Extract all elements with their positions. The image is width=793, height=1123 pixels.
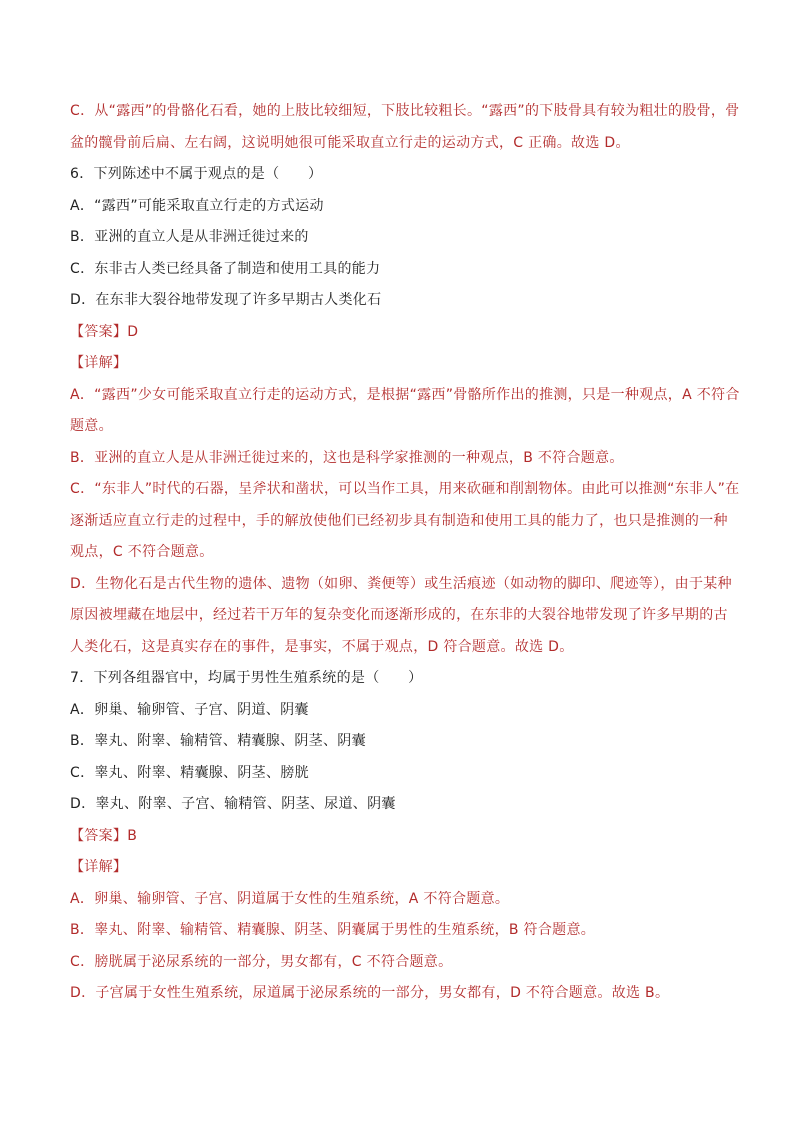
explain-line: 原因被埋藏在地层中，经过若干万年的复杂变化而逐渐形成的，在东非的大裂谷地带发现了许多早期的古 [70,607,728,623]
option-a: A．“露西”可能采取直立行走的方式运动 [70,197,324,214]
option-b: B．睾丸、附睾、输精管、精囊腺、阴茎、阴囊 [70,733,366,749]
answer-label: 【答案】B [70,827,138,844]
explain-line: C．从“露西”的骨骼化石看，她的上肢比较细短，下肢比较粗长。“露西”的下肢骨具有较为粗壮的股骨，骨 [70,103,740,119]
option-c: C．睾丸、附睾、精囊腺、阴茎、膀胱 [70,764,309,781]
explain-line: A．“露西”少女可能采取直立行走的运动方式，是根据“露西”骨骼所作出的推测，只是一种观点，A 不符合 [70,386,740,403]
q5-explanation-tail [70,96,740,159]
answer-label: 【答案】D [70,323,139,340]
explain-label: 【详解】 [70,355,128,371]
explain-line: B．亚洲的直立人是从非洲迁徙过来的，这也是科学家推测的一种观点，B 不符合题意。 [70,449,624,466]
explain-line: 盆的髋骨前后扁、左右阔，这说明她很可能采取直立行走的运动方式，C 正确。故选 D。 [70,134,630,151]
question-stem: 7．下列各组器官中，均属于男性生殖系统的是（ ） [70,670,423,686]
question-6 [70,159,740,663]
explain-line: D．子宫属于女性生殖系统，尿道属于泌尿系统的一部分，男女都有，D 不符合题意。故选 B。 [70,985,670,1001]
explain-line: D．生物化石是古代生物的遗体、遗物（如卵、粪便等）或生活痕迹（如动物的脚印、爬迹等），由于某种 [70,575,732,592]
option-d: D．睾丸、附睾、子宫、输精管、阴茎、尿道、阴囊 [70,796,396,812]
explain-line: 人类化石，这是真实存在的事件，是事实，不属于观点，D 符合题意。故选 D。 [70,638,574,655]
explain-label: 【详解】 [70,859,128,875]
explain-line: C．“东非人”时代的石器，呈斧状和凿状，可以当作工具，用来砍砸和削割物体。由此可以推测“东非人”在 [70,481,740,497]
question-7 [70,663,730,1010]
explain-line: A．卵巢、输卵管、子宫、阴道属于女性的生殖系统，A 不符合题意。 [70,890,510,907]
explain-line: B．睾丸、附睾、输精管、精囊腺、阴茎、阴囊属于男性的生殖系统，B 符合题意。 [70,922,596,938]
explain-line: 题意。 [70,418,113,434]
question-stem: 6．下列陈述中不属于观点的是（ ） [70,166,323,182]
option-b: B．亚洲的直立人是从非洲迁徙过来的 [70,229,309,245]
option-d: D．在东非大裂谷地带发现了许多早期古人类化石 [70,292,382,308]
explain-line: C．膀胱属于泌尿系统的一部分，男女都有，C 不符合题意。 [70,953,453,970]
option-a: A．卵巢、输卵管、子宫、阴道、阴囊 [70,701,309,718]
explain-line: 逐渐适应直立行走的过程中，手的解放使他们已经初步具有制造和使用工具的能力了，也只是推测的一种 [70,512,728,529]
explain-line: 观点，C 不符合题意。 [70,544,214,560]
option-c: C．东非古人类已经具备了制造和使用工具的能力 [70,260,381,277]
document-page [70,96,740,1010]
